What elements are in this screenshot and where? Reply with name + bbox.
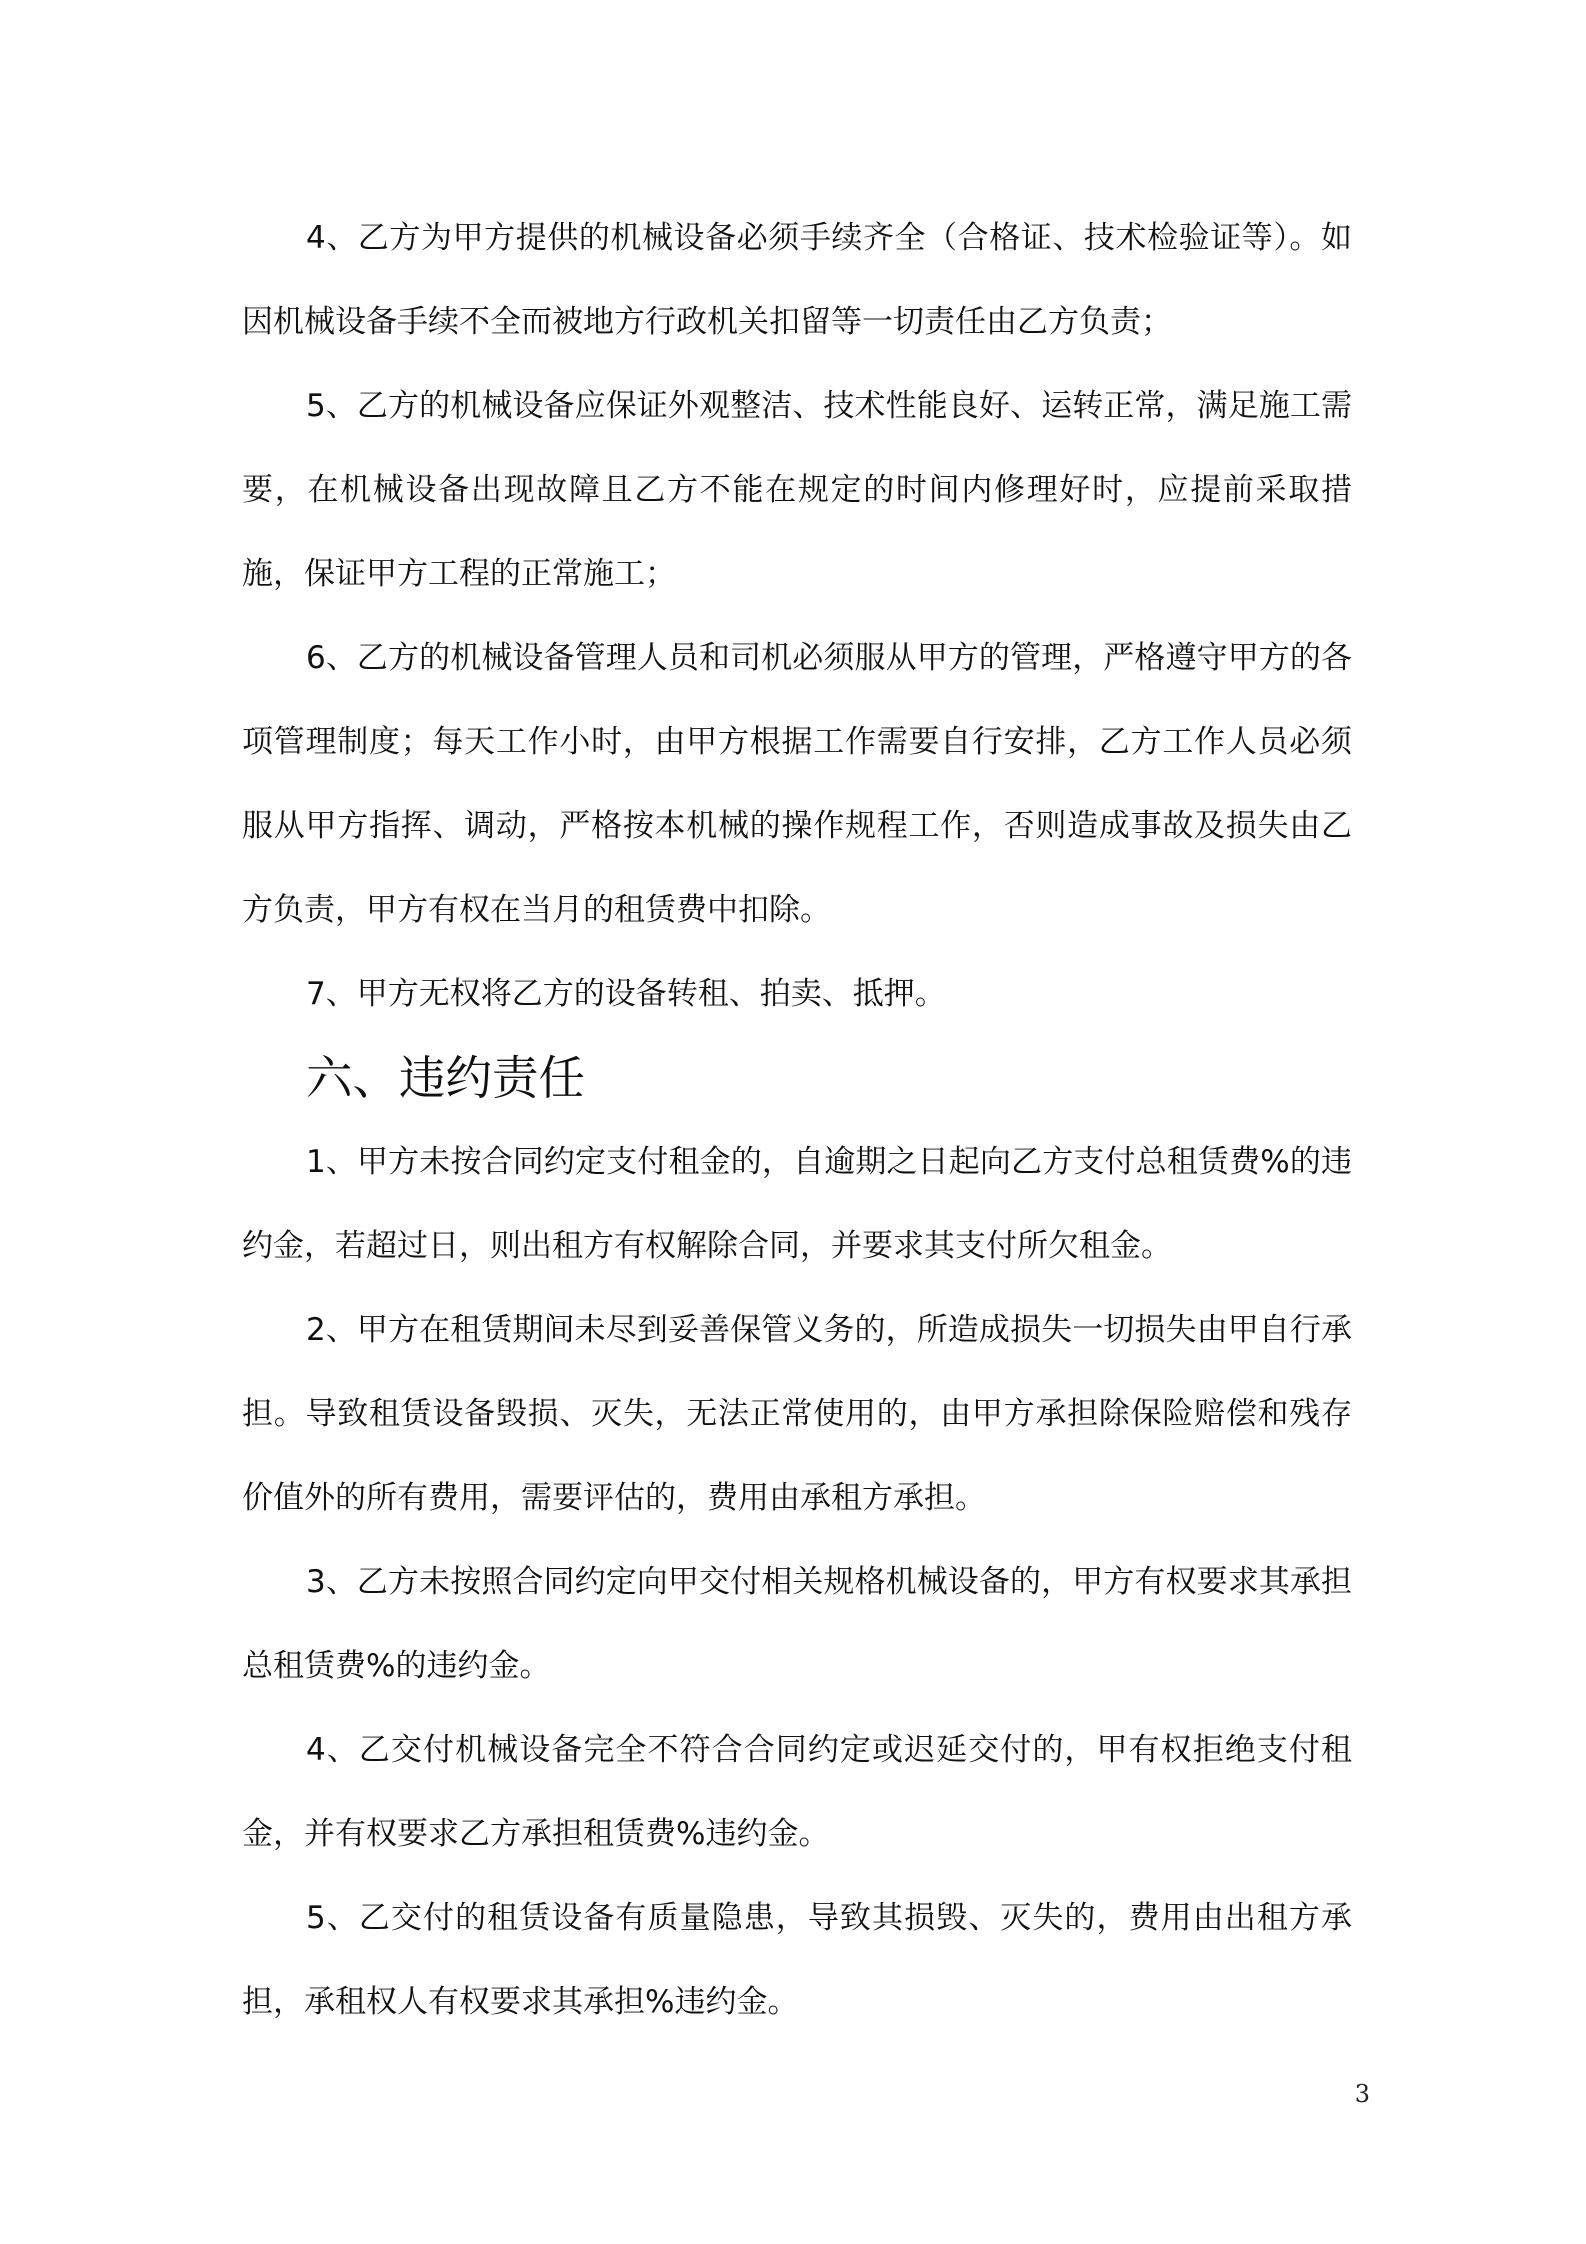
liability-paragraph: 3、乙方未按照合同约定向甲交付相关规格机械设备的，甲方有权要求其承担总租赁费%的违约金。 <box>242 1564 1352 1684</box>
liability-paragraph: 4、乙交付机械设备完全不符合合同约定或迟延交付的，甲有权拒绝支付租金，并有权要求乙方承担租赁费%违约金。 <box>242 1732 1352 1852</box>
clause-paragraph: 6、乙方的机械设备管理人员和司机必须服从甲方的管理，严格遵守甲方的各项管理制度；每天工作小时，由甲方根据工作需要自行安排，乙方工作人员必须服从甲方指挥、调动，严格按本机械的操作规程工作，否则造成事故及损失由乙方负责，甲方有权在当月的租赁费中扣除。 <box>242 640 1352 928</box>
liability-paragraph: 1、甲方未按合同约定支付租金的，自逾期之日起向乙方支付总租赁费%的违约金，若超过日，则出租方有权解除合同，并要求其支付所欠租金。 <box>242 1144 1352 1264</box>
clause-paragraph: 5、乙方的机械设备应保证外观整洁、技术性能良好、运转正常，满足施工需要，在机械设备出现故障且乙方不能在规定的时间内修理好时，应提前采取措施，保证甲方工程的正常施工； <box>242 388 1352 592</box>
clause-paragraph: 7、甲方无权将乙方的设备转租、拍卖、抵押。 <box>306 976 946 1012</box>
page-number: 3 <box>1354 2080 1370 2108</box>
clause-paragraph: 4、乙方为甲方提供的机械设备必须手续齐全（合格证、技术检验证等）。如因机械设备手续不全而被地方行政机关扣留等一切责任由乙方负责； <box>242 220 1352 340</box>
liability-paragraph: 2、甲方在租赁期间未尽到妥善保管义务的，所造成损失一切损失由甲自行承担。导致租赁设备毁损、灭失，无法正常使用的，由甲方承担除保险赔偿和残存价值外的所有费用，需要评估的，费用由承租方承担。 <box>242 1312 1352 1516</box>
liability-paragraph: 5、乙交付的租赁设备有质量隐患，导致其损毁、灭失的，费用由出租方承担，承租权人有权要求其承担%违约金。 <box>242 1900 1352 2020</box>
section-heading: 六、违约责任 <box>306 1051 585 1105</box>
document-body <box>242 196 1352 2044</box>
